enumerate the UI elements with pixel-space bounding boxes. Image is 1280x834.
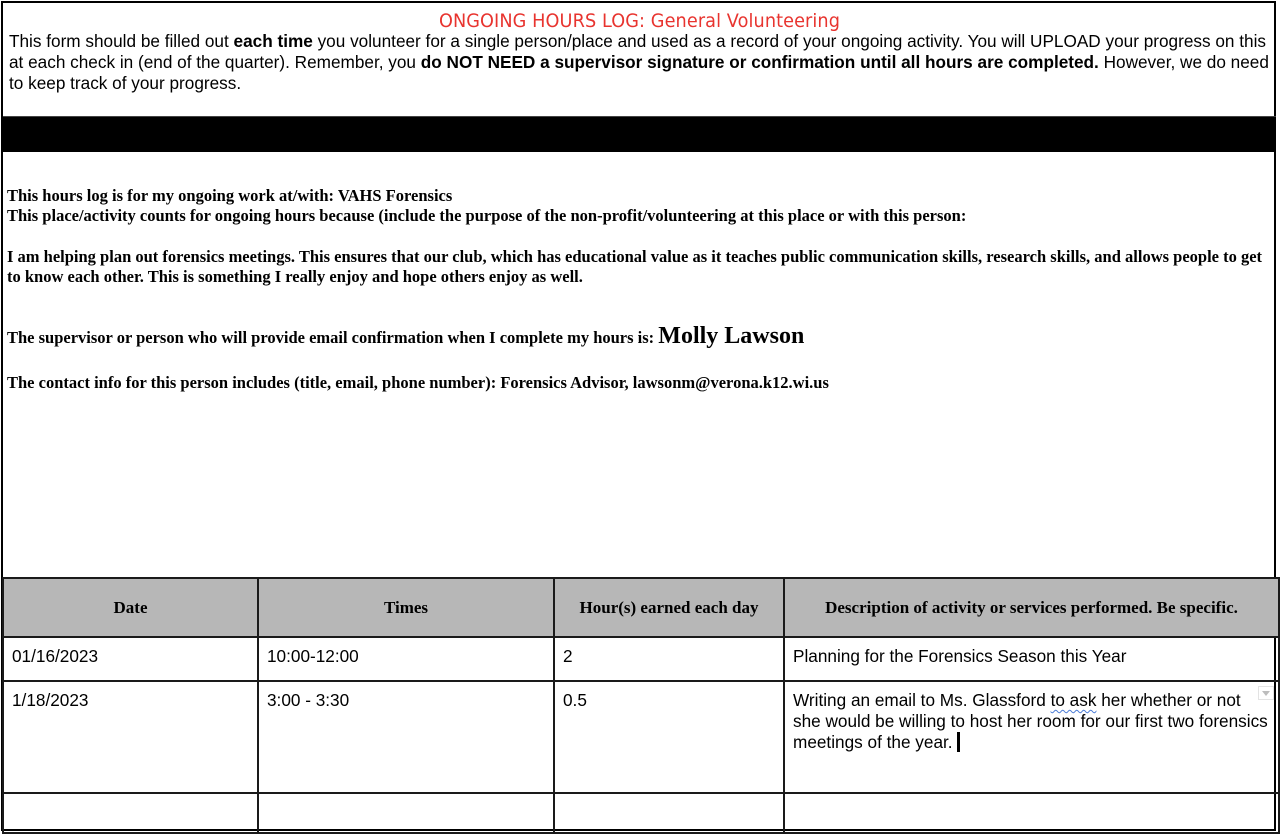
instructions-text-1: This form should be filled out: [9, 31, 234, 51]
column-header-description: Description of activity or services performed. Be specific.: [784, 578, 1279, 637]
description-cell[interactable]: Planning for the Forensics Season this Year: [784, 637, 1279, 681]
instructions-bold-no-signature: do NOT NEED a supervisor signature or confirmation until all hours are completed.: [420, 52, 1099, 72]
column-header-hours: Hour(s) earned each day: [554, 578, 784, 637]
contact-line: [7, 373, 1269, 393]
table-header-row: [3, 578, 1279, 637]
times-cell[interactable]: [258, 793, 554, 833]
work-at-line: [7, 186, 1269, 206]
column-header-times: Times: [258, 578, 554, 637]
hours-cell[interactable]: 0.5: [554, 681, 784, 793]
description-cell[interactable]: [784, 681, 1279, 793]
instructions-bold-each-time: each time: [233, 31, 313, 51]
contact-value[interactable]: Forensics Advisor, lawsonm@verona.k12.wi.us: [500, 373, 829, 392]
purpose-answer[interactable]: I am helping plan out forensics meetings. This ensures that our club, which has educational value as it teaches public communication skills, research skills, and allows people to get to know each other. This is something I really enjoy and hope others enjoy as well.: [7, 247, 1263, 286]
purpose-prompt: This place/activity counts for ongoing hours because (include the purpose of the non-profit/volunteering at this place or with this person:: [7, 206, 967, 225]
description-text-start: Writing an email to Ms. Glassford: [793, 690, 1051, 710]
date-cell[interactable]: [3, 793, 258, 833]
column-header-date: Date: [3, 578, 258, 637]
supervisor-name[interactable]: Molly Lawson: [658, 323, 805, 349]
cell-dropdown-icon[interactable]: [1258, 686, 1274, 700]
times-cell[interactable]: 3:00 - 3:30: [258, 681, 554, 793]
section-divider-bar: [3, 117, 1276, 152]
date-cell[interactable]: 01/16/2023: [3, 637, 258, 681]
contact-label: The contact info for this person includes (title, email, phone number):: [7, 373, 501, 392]
table-row: [3, 793, 1279, 833]
text-cursor: [957, 732, 960, 752]
description-text-end: her whether or not she would be willing to host her room for our first two forensics meetings of the year.: [793, 690, 1268, 752]
hours-log-table: [2, 577, 1280, 834]
instructions-text-3: However, we do need to keep track of your progress.: [9, 52, 1269, 93]
table-row: [3, 681, 1279, 793]
date-cell[interactable]: 1/18/2023: [3, 681, 258, 793]
form-instructions[interactable]: [9, 31, 1273, 94]
supervisor-label: The supervisor or person who will provide email confirmation when I complete my hours is:: [7, 328, 659, 347]
times-cell[interactable]: 10:00-12:00: [258, 637, 554, 681]
instructions-text-2: you volunteer for a single person/place and used as a record of your ongoing activity. You will UPLOAD your progress on this at each check in (end of the quarter). Remember, you: [9, 31, 1266, 72]
form-header: [3, 3, 1276, 117]
work-at-label: This hours log is for my ongoing work at/with:: [7, 186, 338, 205]
table-row: [3, 637, 1279, 681]
spellcheck-flagged-text[interactable]: to ask: [1050, 690, 1097, 710]
hours-cell[interactable]: [554, 793, 784, 833]
hours-cell[interactable]: 2: [554, 637, 784, 681]
volunteer-info-section[interactable]: [7, 186, 1269, 393]
form-title: ONGOING HOURS LOG: General Volunteering: [438, 10, 841, 32]
description-cell[interactable]: [784, 793, 1279, 833]
supervisor-line: [7, 323, 1269, 349]
work-at-value[interactable]: VAHS Forensics: [337, 186, 453, 205]
